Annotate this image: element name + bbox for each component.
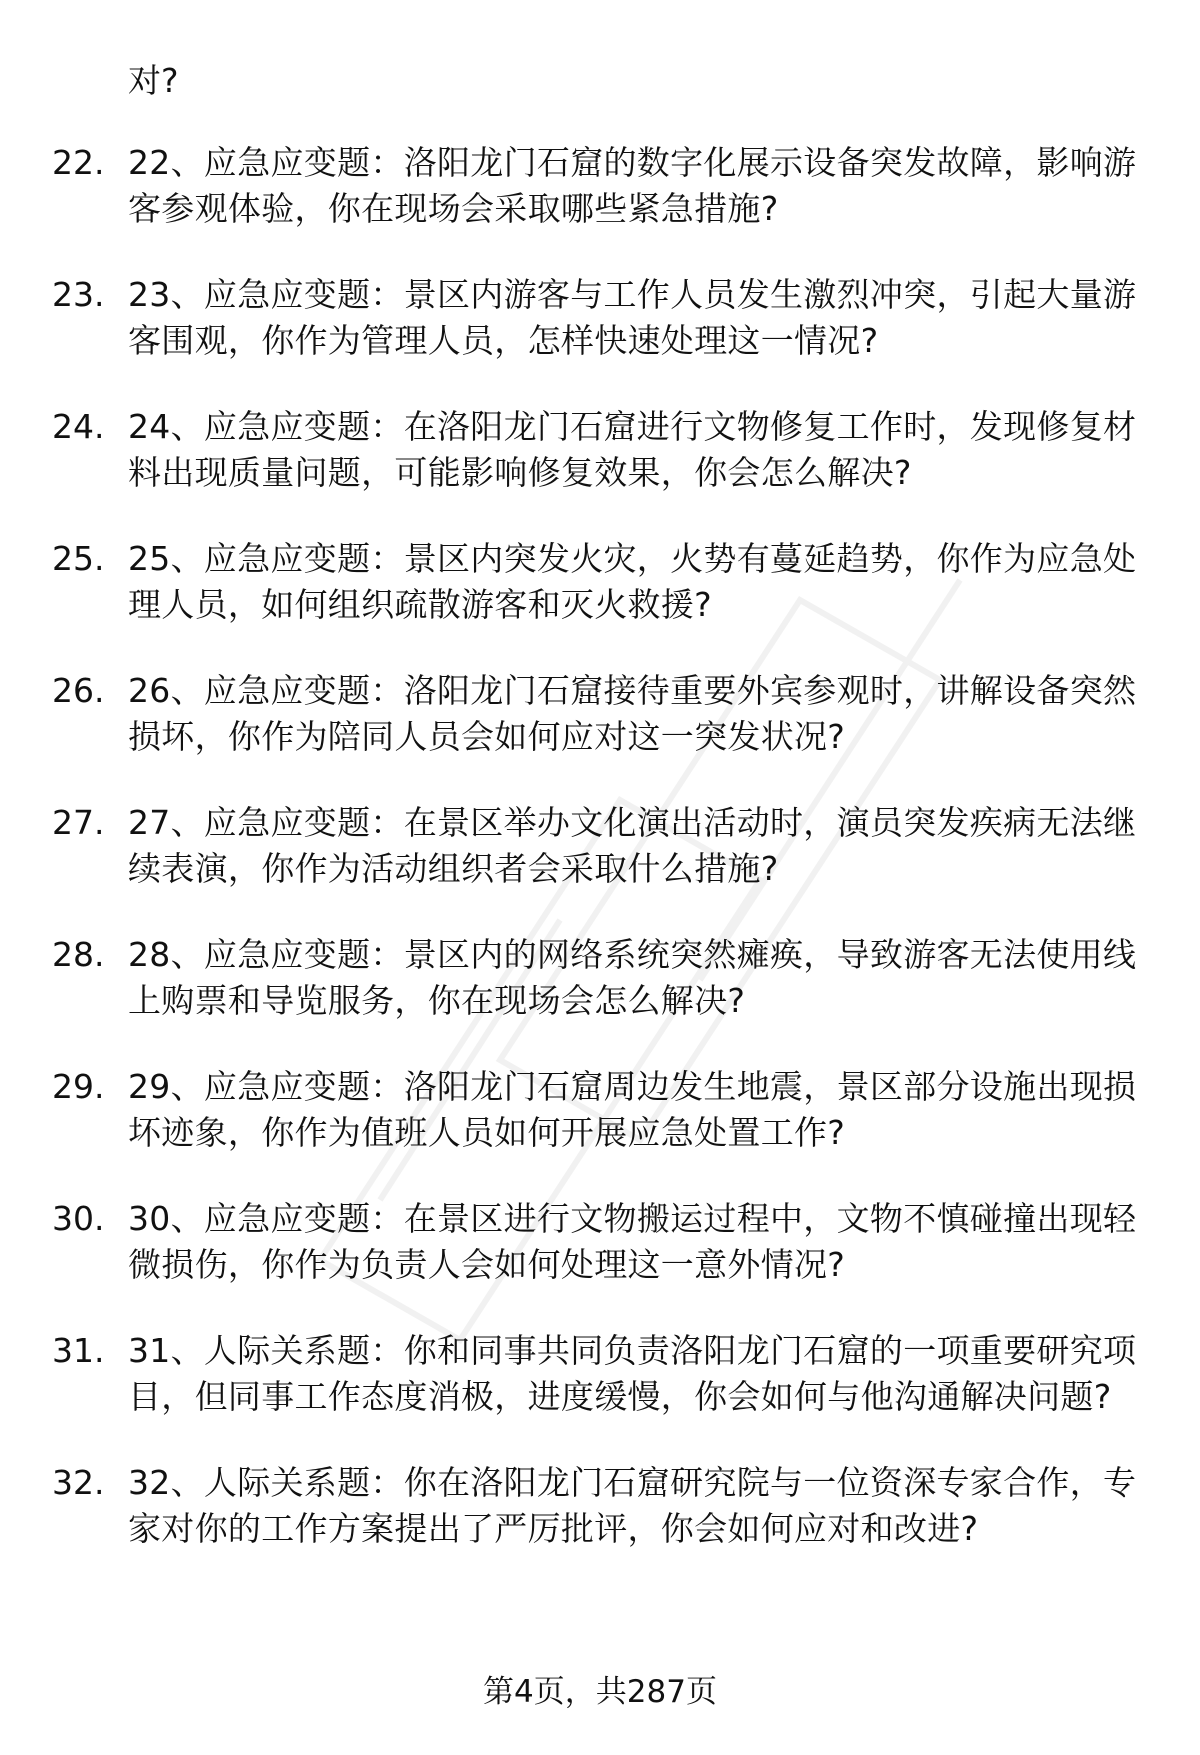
item-text: 24、应急应变题：在洛阳龙门石窟进行文物修复工作时，发现修复材料出现质量问题，可能影响修复效果，你会怎么解决? bbox=[128, 407, 1137, 492]
item-text: 28、应急应变题：景区内的网络系统突然瘫痪，导致游客无法使用线上购票和导览服务，你在现场会怎么解决? bbox=[128, 935, 1137, 1020]
item-number: 31. bbox=[52, 1331, 105, 1370]
item-number: 25. bbox=[52, 539, 105, 578]
item-number: 27. bbox=[52, 803, 105, 842]
item-text: 25、应急应变题：景区内突发火灾，火势有蔓延趋势，你作为应急处理人员，如何组织疏散游客和灭火救援? bbox=[128, 539, 1137, 624]
item-text: 29、应急应变题：洛阳龙门石窟周边发生地震，景区部分设施出现损坏迹象，你作为值班人员如何开展应急处置工作? bbox=[128, 1067, 1137, 1152]
item-text: 27、应急应变题：在景区举办文化演出活动时，演员突发疾病无法继续表演，你作为活动组织者会采取什么措施? bbox=[128, 803, 1137, 888]
question-list bbox=[0, 140, 1200, 1592]
item-text: 31、人际关系题：你和同事共同负责洛阳龙门石窟的一项重要研究项目，但同事工作态度消极，进度缓慢，你会如何与他沟通解决问题? bbox=[128, 1331, 1137, 1416]
list-item bbox=[0, 668, 1200, 760]
item-number: 26. bbox=[52, 671, 105, 710]
item-number: 23. bbox=[52, 275, 105, 314]
list-item bbox=[0, 536, 1200, 628]
list-item bbox=[0, 272, 1200, 364]
list-item bbox=[0, 404, 1200, 496]
item-text: 26、应急应变题：洛阳龙门石窟接待重要外宾参观时，讲解设备突然损坏，你作为陪同人员会如何应对这一突发状况? bbox=[128, 671, 1137, 756]
item-number: 29. bbox=[52, 1067, 105, 1106]
list-item bbox=[0, 1460, 1200, 1552]
list-item bbox=[0, 1196, 1200, 1288]
item-number: 28. bbox=[52, 935, 105, 974]
item-number: 22. bbox=[52, 143, 105, 182]
list-item bbox=[0, 932, 1200, 1024]
item-number: 32. bbox=[52, 1463, 105, 1502]
list-item bbox=[0, 800, 1200, 892]
item-number: 30. bbox=[52, 1199, 105, 1238]
continuation-text: 对? bbox=[128, 61, 179, 100]
item-text: 22、应急应变题：洛阳龙门石窟的数字化展示设备突发故障，影响游客参观体验，你在现场会采取哪些紧急措施? bbox=[128, 143, 1137, 228]
item-number: 24. bbox=[52, 407, 105, 446]
list-item bbox=[0, 1064, 1200, 1156]
item-text: 30、应急应变题：在景区进行文物搬运过程中，文物不慎碰撞出现轻微损伤，你作为负责人会如何处理这一意外情况? bbox=[128, 1199, 1137, 1284]
item-text: 32、人际关系题：你在洛阳龙门石窟研究院与一位资深专家合作，专家对你的工作方案提出了严厉批评，你会如何应对和改进? bbox=[128, 1463, 1137, 1548]
page-footer: 第4页，共287页 bbox=[483, 1674, 717, 1710]
list-item bbox=[0, 1328, 1200, 1420]
item-text: 23、应急应变题：景区内游客与工作人员发生激烈冲突，引起大量游客围观，你作为管理人员，怎样快速处理这一情况? bbox=[128, 275, 1137, 360]
list-item bbox=[0, 140, 1200, 232]
